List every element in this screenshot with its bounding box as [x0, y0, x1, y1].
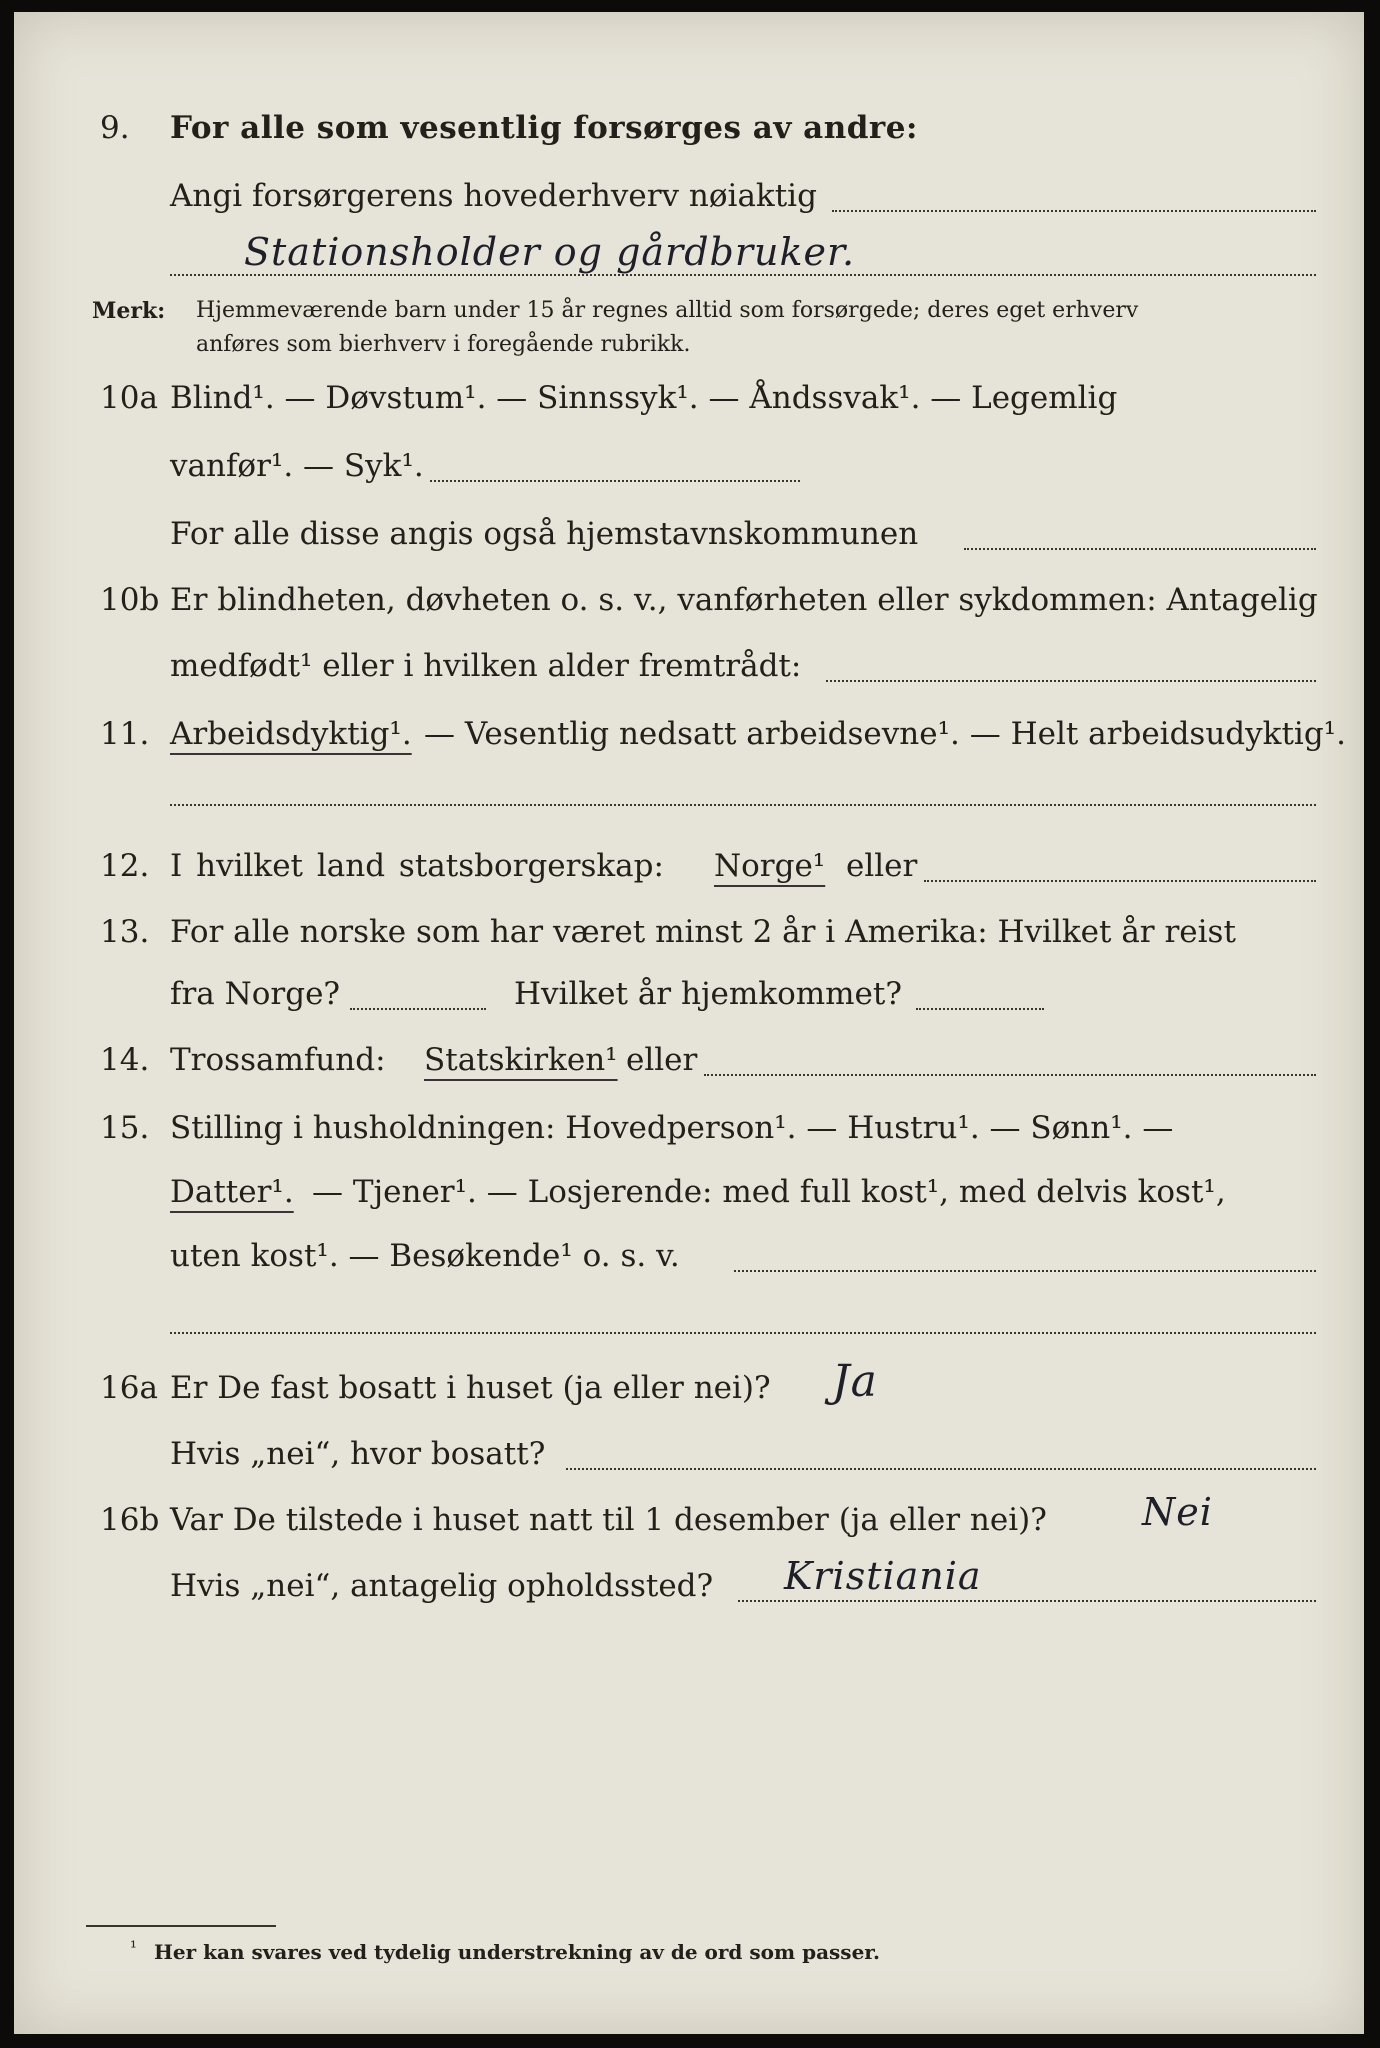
- question-9-prompt-dotline: [832, 210, 1316, 212]
- question-11-other-options: — Vesentlig nedsatt arbeidsevne¹. — Helt arbeidsudyktig¹.: [424, 716, 1346, 752]
- question-12-suffix: eller: [846, 848, 918, 884]
- question-15-line-3-dotline: [734, 1270, 1316, 1272]
- question-10b-line-2: medfødt¹ eller i hvilken alder fremtrådt:: [170, 648, 802, 684]
- question-9-prompt: Angi forsørgerens hovederhverv nøiaktig: [170, 178, 817, 214]
- merk-line-2: anføres som bierhverv i foregående rubrikk.: [196, 332, 691, 357]
- question-13-line-2b: Hvilket år hjemkommet?: [514, 976, 902, 1012]
- question-9-number: 9.: [100, 110, 130, 146]
- question-16a-line-1: Er De fast bosatt i huset (ja eller nei)?: [170, 1370, 771, 1406]
- question-16b-number: 16b: [100, 1502, 160, 1538]
- question-15-line-1: Stilling i husholdningen: Hovedperson¹. — Hustru¹. — Sønn¹. —: [170, 1110, 1174, 1146]
- question-15-number: 15.: [100, 1110, 150, 1146]
- question-16b-handwritten-answer-1: Nei: [1142, 1490, 1213, 1534]
- question-14-dotline: [704, 1074, 1316, 1076]
- question-10a-number: 10a: [100, 380, 158, 416]
- census-form-page: [14, 12, 1364, 2034]
- question-9-answer-dotline: [170, 274, 1316, 276]
- question-16a-line-2: Hvis „nei“, hvor bosatt?: [170, 1436, 546, 1472]
- question-12-number: 12.: [100, 848, 150, 884]
- question-13-reist-dotline: [350, 1008, 486, 1010]
- question-16b-line-2: Hvis „nei“, antagelig opholdssted?: [170, 1568, 714, 1604]
- question-16a-handwritten-answer: Ja: [832, 1356, 878, 1407]
- question-10a-line-3: For alle disse angis også hjemstavnskommunen: [170, 516, 919, 552]
- question-16b-dotline: [738, 1600, 1316, 1602]
- question-10a-line-1: Blind¹. — Døvstum¹. — Sinnssyk¹. — Åndssvak¹. — Legemlig: [170, 380, 1118, 416]
- question-11-option-arbeidsdyktig: Arbeidsdyktig¹.: [170, 716, 412, 752]
- footnote-text: Her kan svares ved tydelig understrekning av de ord som passer.: [154, 1940, 880, 1964]
- question-15-line-2: — Tjener¹. — Losjerende: med full kost¹, med delvis kost¹,: [312, 1174, 1226, 1210]
- question-10a-line-3-dotline: [964, 548, 1316, 550]
- question-10a-line-2-dotline: [430, 480, 800, 482]
- merk-label: Merk:: [92, 298, 166, 324]
- question-9-title: For alle som vesentlig forsørges av andre:: [170, 110, 918, 146]
- question-10b-dotline: [826, 680, 1316, 682]
- question-13-number: 13.: [100, 914, 150, 950]
- question-16a-number: 16a: [100, 1370, 158, 1406]
- question-14-number: 14.: [100, 1042, 150, 1078]
- question-12-option-norge: Norge¹: [714, 848, 826, 884]
- question-10a-line-2: vanfør¹. — Syk¹.: [170, 448, 424, 484]
- footnote-separator: [86, 1925, 276, 1927]
- question-14-option-statskirken: Statskirken¹: [424, 1042, 618, 1078]
- question-11-dotline: [170, 804, 1316, 806]
- merk-line-1: Hjemmeværende barn under 15 år regnes alltid som forsørgede; deres eget erhverv: [196, 298, 1139, 323]
- question-13-hjemkommet-dotline: [916, 1008, 1044, 1010]
- question-16b-handwritten-answer-2: Kristiania: [784, 1554, 982, 1598]
- footnote-mark: ¹: [130, 1938, 137, 1958]
- question-15-dotline: [170, 1332, 1316, 1334]
- question-16b-line-1: Var De tilstede i huset natt til 1 desember (ja eller nei)?: [170, 1502, 1047, 1538]
- question-10b-number: 10b: [100, 582, 160, 618]
- question-9-handwritten-answer: Stationsholder og gårdbruker.: [244, 230, 856, 274]
- question-12-prefix: I hvilket land statsborgerskap:: [170, 848, 664, 884]
- question-14-suffix: eller: [626, 1042, 698, 1078]
- question-12-dotline: [924, 880, 1316, 882]
- question-15-option-datter: Datter¹.: [170, 1174, 294, 1210]
- question-11-number: 11.: [100, 716, 150, 752]
- question-15-line-3: uten kost¹. — Besøkende¹ o. s. v.: [170, 1238, 680, 1274]
- question-16a-dotline: [566, 1468, 1316, 1470]
- question-10b-line-1: Er blindheten, døvheten o. s. v., vanførheten eller sykdommen: Antagelig: [170, 582, 1318, 618]
- question-13-line-1: For alle norske som har været minst 2 år i Amerika: Hvilket år reist: [170, 914, 1236, 950]
- question-13-line-2a: fra Norge?: [170, 976, 341, 1012]
- question-14-prefix: Trossamfund:: [170, 1042, 386, 1078]
